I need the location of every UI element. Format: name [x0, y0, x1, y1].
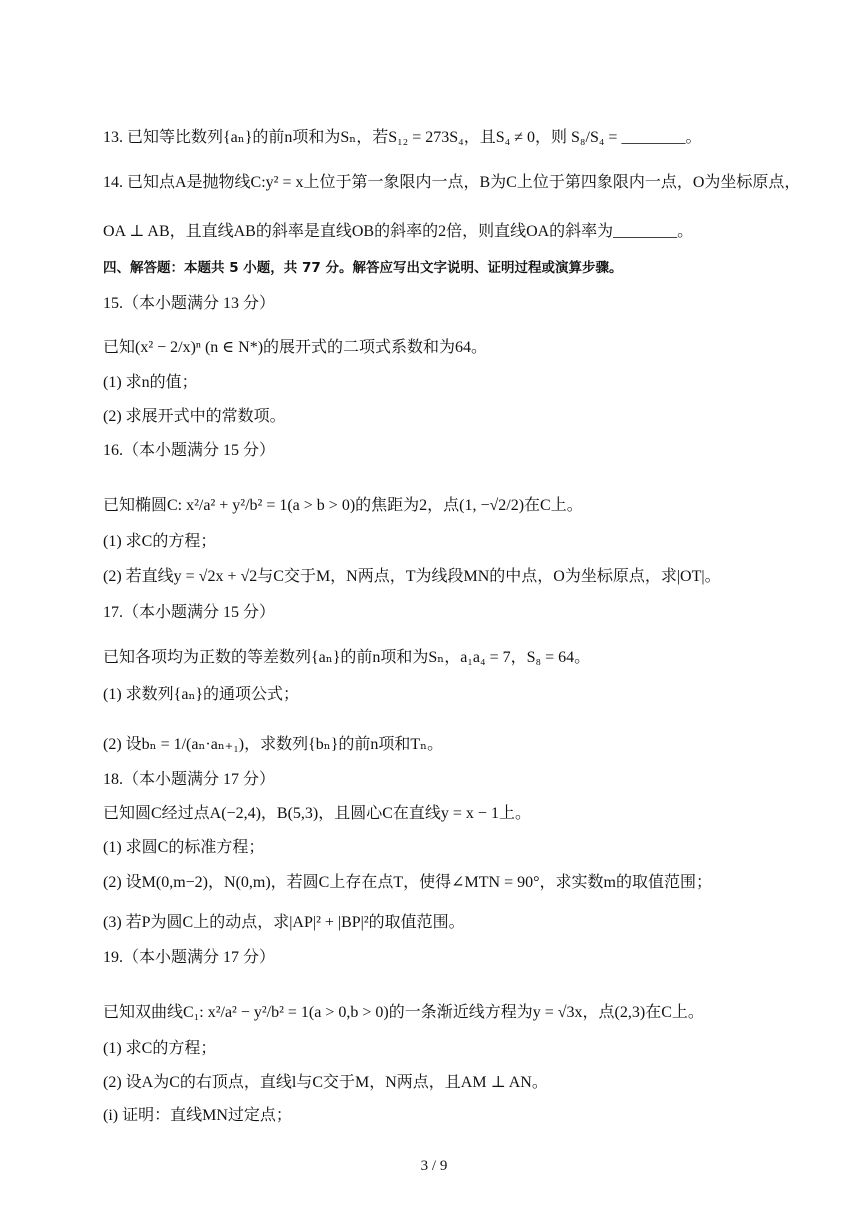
page-number: 3 / 9	[420, 1158, 448, 1174]
text-line-q19_2: (2) 设A为C的右顶点，直线l与C交于M，N两点，且AM ⊥ AN。	[103, 1074, 548, 1091]
text-line-sec4: 四、解答题：本题共 5 小题，共 77 分。解答应写出文字说明、证明过程或演算步骤。	[103, 260, 623, 276]
text-line-q15_1: (1) 求n的值；	[103, 374, 198, 391]
text-line-q19s: 已知双曲线C₁: x²/a² − y²/b² = 1(a > 0,b > 0)的一条渐近线方程为y = √3x，点(2,3)在C上。	[103, 1004, 704, 1021]
text-line-q16_1: (1) 求C的方程；	[103, 533, 217, 550]
text-line-q19: 19.（本小题满分 17 分）	[103, 949, 276, 966]
text-line-q17: 17.（本小题满分 15 分）	[103, 604, 276, 621]
text-line-q16: 16.（本小题满分 15 分）	[103, 442, 276, 459]
text-line-q14a: 14. 已知点A是抛物线C:y² = x上位于第一象限内一点，B为C上位于第四象限内一点，O为坐标原点，	[103, 174, 801, 191]
text-line-q14b: OA ⊥ AB，且直线AB的斜率是直线OB的斜率的2倍，则直线OA的斜率为________。	[103, 223, 694, 240]
text-line-q15s: 已知(x² − 2/x)ⁿ (n ∈ N*)的展开式的二项式系数和为64。	[103, 339, 488, 356]
text-line-q18: 18.（本小题满分 17 分）	[103, 771, 276, 788]
text-line-q13: 13. 已知等比数列{aₙ}的前n项和为Sₙ，若S₁₂ = 273S₄，且S₄ ≠ 0，则 S₈/S₄ = ________。	[103, 129, 702, 146]
text-line-q15_2: (2) 求展开式中的常数项。	[103, 408, 286, 425]
text-line-q17_1: (1) 求数列{aₙ}的通项公式；	[103, 686, 300, 703]
text-line-q17_2: (2) 设bₙ = 1/(aₙ·aₙ₊₁)，求数列{bₙ}的前n项和Tₙ。	[103, 736, 444, 753]
text-line-q15: 15.（本小题满分 13 分）	[103, 295, 276, 312]
text-line-q18_3: (3) 若P为圆C上的动点，求|AP|² + |BP|²的取值范围。	[103, 914, 465, 931]
text-line-q17s: 已知各项均为正数的等差数列{aₙ}的前n项和为Sₙ，a₁a₄ = 7，S₈ = 64。	[103, 649, 591, 666]
text-line-q16_2: (2) 若直线y = √2x + √2与C交于M，N两点，T为线段MN的中点，O为坐标原点，求|OT|。	[103, 568, 721, 585]
text-line-q18_2: (2) 设M(0,m−2)，N(0,m)，若圆C上存在点T，使得∠MTN = 90°，求实数m的取值范围；	[103, 874, 712, 891]
text-line-q18_1: (1) 求圆C的标准方程；	[103, 839, 265, 856]
text-line-q16s: 已知椭圆C: x²/a² + y²/b² = 1(a > b > 0)的焦距为2，点(1, −√2/2)在C上。	[103, 497, 583, 514]
text-line-q18s: 已知圆C经过点A(−2,4)，B(5,3)，且圆心C在直线y = x − 1上。	[103, 805, 531, 822]
text-line-q19_1: (1) 求C的方程；	[103, 1040, 217, 1057]
text-line-q19_2i: (i) 证明：直线MN过定点；	[103, 1107, 292, 1124]
